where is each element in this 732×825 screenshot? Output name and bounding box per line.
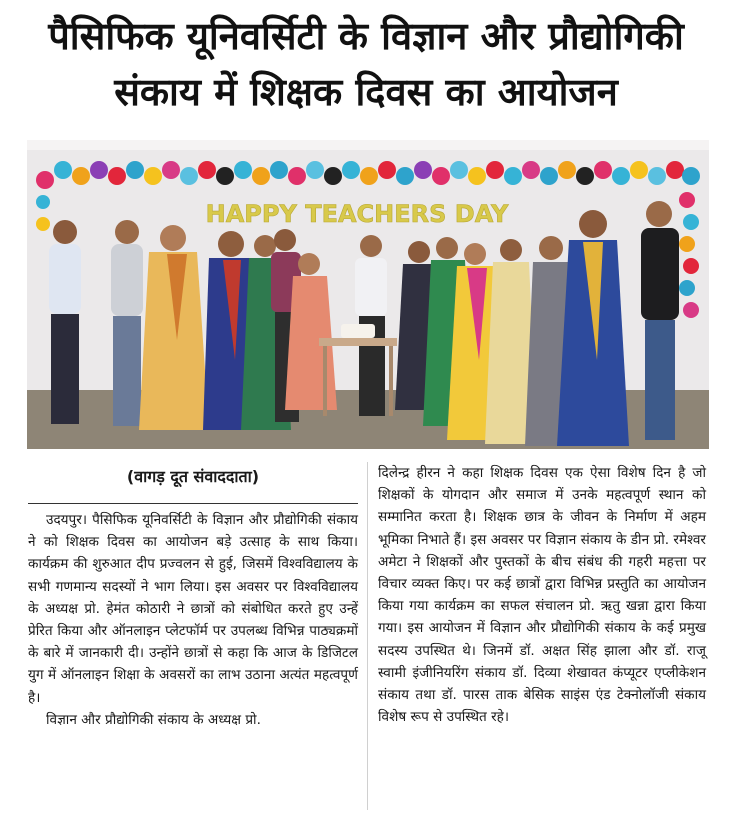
headline-line-2: संकाय में शिक्षक दिवस का आयोजन — [114, 70, 618, 114]
event-photo — [27, 140, 709, 449]
banner-text: HAPPY TEACHERS DAY — [205, 200, 509, 228]
byline: (वागड़ दूत संवाददाता) — [126, 467, 260, 486]
article-paragraph: विज्ञान और प्रौद्योगिकी संकाय के अध्यक्ष प्रो. — [46, 711, 261, 728]
headline — [0, 8, 732, 120]
article-paragraph: दिलेन्द्र हीरन ने कहा शिक्षक दिवस एक ऐसा विशेष दिन है जो शिक्षकों के योगदान और समाज में उनके महत्वपूर्ण स्थान को सम्मानित करता है। शिक्षक छात्र के जीवन के निर्माण में अहम भूमिका निभाते हैं। इस अवसर पर विज्ञान संकाय के डीन प्रो. रमेश्वर अमेटा ने शिक्षकों और पुस्तकों के बीच संबंध की गहरी महत्ता पर विचार व्यक्त किए। पर कई छात्रों द्वारा विभिन्न प्रस्तुति का आयोजन किया गया कार्यक्रम का सफल संचालन प्रो. ऋतु खन्ना द्वारा किया गया। इस आयोजन में विज्ञान और प्रौद्योगिकी संकाय के कई प्रमुख सदस्य उपस्थित थे। जिनमें डॉ. अक्षत सिंह झाला और डॉ. राजू स्वामी इंजीनियरिंग संकाय डॉ. दिव्या शेखावत कंप्यूटर एप्लीकेशन संकाय तथा डॉ. पारस ताक बेसिक साइंस एंड टेक्नोलॉजी संकाय विशेष रूप से उपस्थित रहे। — [378, 465, 706, 726]
column-divider — [367, 462, 368, 810]
article-column-left — [28, 509, 358, 731]
byline-divider — [28, 503, 358, 504]
headline-line-1: पैसिफिक यूनिवर्सिटी के विज्ञान और प्रौद्योगिकी — [48, 14, 684, 58]
article-paragraph: उदयपुर। पैसिफिक यूनिवर्सिटी के विज्ञान और प्रौद्योगिकी संकाय ने को शिक्षक दिवस का आयोजन बड़े उत्साह के साथ किया। कार्यक्रम की शुरुआत दीप प्रज्वलन से हुई, जिसमें विश्वविद्यालय के सभी गणमान्य सदस्यों ने भाग लिया। इस अवसर पर विश्वविद्यालय के अध्यक्ष प्रो. हेमंत कोठारी ने छात्रों को संबोधित करते हुए उन्हें प्रेरित किया और ऑनलाइन प्लेटफॉर्म पर उपलब्ध विभिन्न पाठ्यक्रमों के बारे में जानकारी दी। उन्होंने छात्रों से कहा कि आज के डिजिटल युग में ऑनलाइन शिक्षा के अवसरों का लाभ उठाना अत्यंत महत्वपूर्ण है। — [28, 512, 358, 706]
article-column-right — [378, 462, 706, 728]
